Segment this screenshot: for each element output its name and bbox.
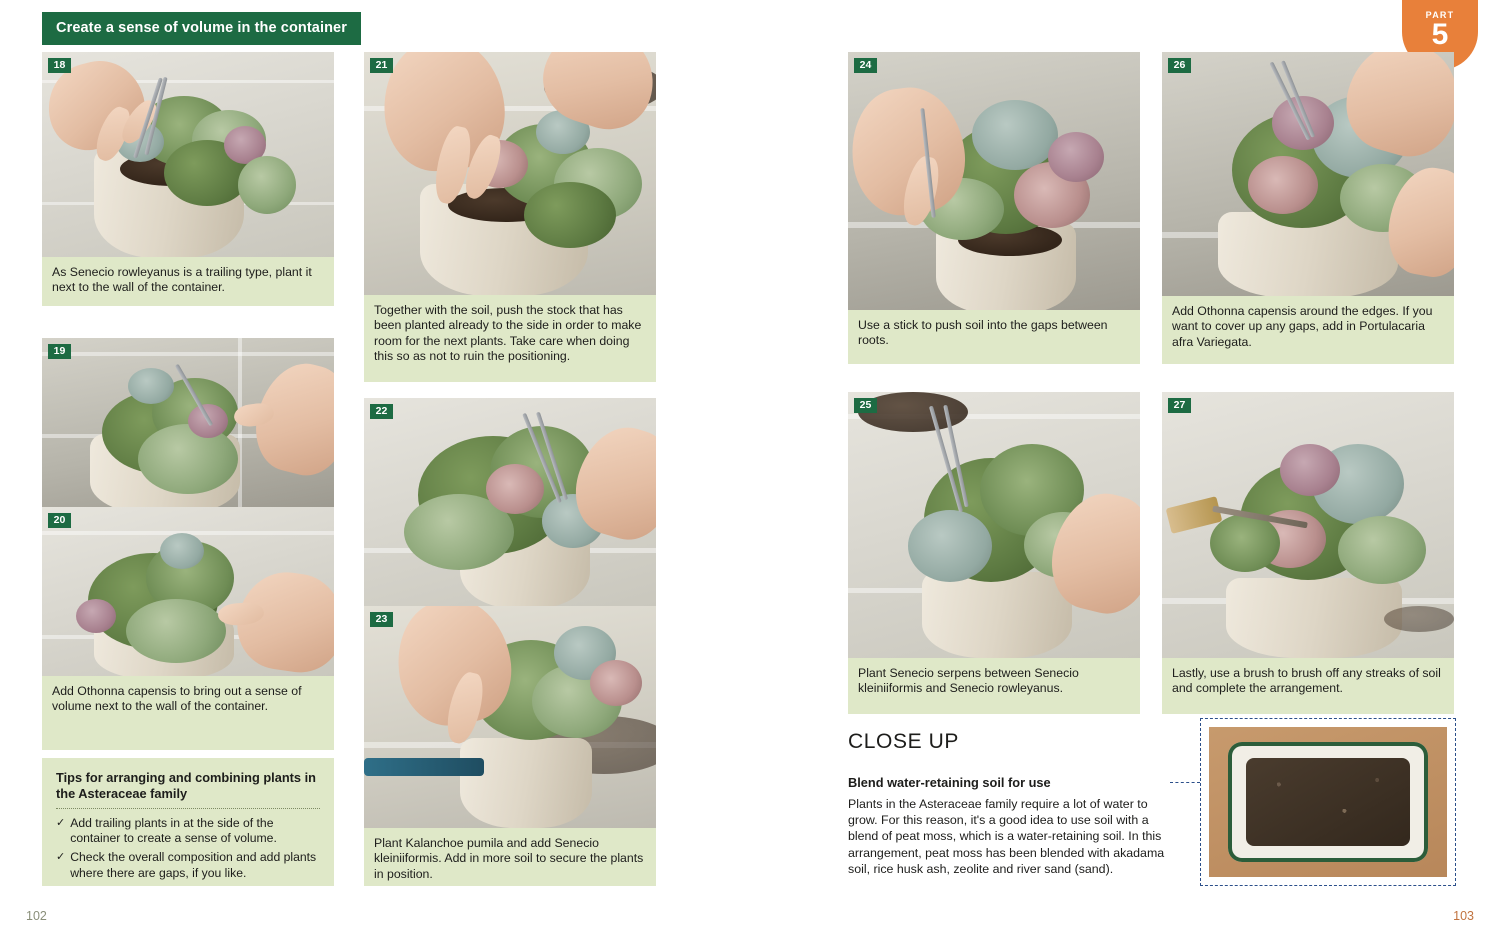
check-icon: ✓ bbox=[56, 851, 66, 864]
check-icon: ✓ bbox=[56, 817, 66, 829]
photo-scene bbox=[364, 606, 656, 828]
step-number-badge: 19 bbox=[48, 344, 71, 359]
step-card-22-23 bbox=[364, 398, 656, 886]
closeup-title: CLOSE UP bbox=[848, 730, 959, 753]
step-card-18 bbox=[42, 52, 334, 306]
photo-scene bbox=[848, 392, 1140, 658]
closeup-image-frame bbox=[1200, 718, 1456, 886]
tips-item bbox=[56, 816, 320, 846]
soil-tray bbox=[1228, 742, 1428, 862]
step-number-badge: 20 bbox=[48, 513, 71, 528]
step-number-badge: 23 bbox=[370, 612, 393, 627]
step-photo-21 bbox=[364, 52, 656, 295]
step-card-21 bbox=[364, 52, 656, 382]
tips-box bbox=[42, 758, 334, 886]
section-banner: Create a sense of volume in the container bbox=[42, 12, 361, 45]
step-number-badge: 25 bbox=[854, 398, 877, 413]
step-photo-23 bbox=[364, 606, 656, 828]
closeup-subtitle: Blend water-retaining soil for use bbox=[848, 775, 1051, 790]
step-number-badge: 18 bbox=[48, 58, 71, 73]
step-photo-27 bbox=[1162, 392, 1454, 658]
step-photo-24 bbox=[848, 52, 1140, 310]
photo-scene bbox=[42, 338, 334, 507]
step-card-24 bbox=[848, 52, 1140, 364]
closeup-photo bbox=[1209, 727, 1447, 877]
step-number-badge: 24 bbox=[854, 58, 877, 73]
step-caption-18: As Senecio rowleyanus is a trailing type, plant it next to the wall of the container. bbox=[52, 265, 312, 295]
step-caption-19-20: Add Othonna capensis to bring out a sense of volume next to the wall of the container. bbox=[52, 684, 302, 714]
photo-scene bbox=[42, 52, 334, 257]
step-photo-25 bbox=[848, 392, 1140, 658]
tips-divider bbox=[56, 808, 320, 809]
tips-item-text: Check the overall composition and add plants where there are gaps, if you like. bbox=[70, 850, 317, 880]
step-photo-22 bbox=[364, 398, 656, 606]
page-number-right: 103 bbox=[1453, 909, 1474, 923]
tips-item bbox=[56, 850, 320, 880]
step-caption-25: Plant Senecio serpens between Senecio kleiniiformis and Senecio rowleyanus. bbox=[858, 666, 1079, 696]
photo-scene bbox=[848, 52, 1140, 310]
right-page bbox=[750, 0, 1500, 939]
step-photo-26 bbox=[1162, 52, 1454, 296]
part-badge-label: PART bbox=[1425, 10, 1455, 20]
photo-scene bbox=[1162, 392, 1454, 658]
tips-item-text: Add trailing plants in at the side of the container to create a sense of volume. bbox=[70, 816, 277, 846]
photo-scene bbox=[1162, 52, 1454, 296]
blended-soil bbox=[1246, 758, 1410, 847]
photo-scene bbox=[364, 52, 656, 295]
page-number-left: 102 bbox=[26, 909, 47, 923]
step-photo-19 bbox=[42, 338, 334, 507]
step-caption-27: Lastly, use a brush to brush off any streaks of soil and complete the arrangement. bbox=[1172, 666, 1441, 696]
step-number-badge: 27 bbox=[1168, 398, 1191, 413]
step-card-27 bbox=[1162, 392, 1454, 714]
step-caption-24: Use a stick to push soil into the gaps between roots. bbox=[858, 318, 1108, 348]
photo-scene bbox=[42, 507, 334, 676]
step-number-badge: 26 bbox=[1168, 58, 1191, 73]
step-card-25 bbox=[848, 392, 1140, 714]
part-badge-number: 5 bbox=[1431, 18, 1449, 51]
closeup-body: Plants in the Asteraceae family require a lot of water to grow. For this reason, it's a good idea to use soil with a blend of peat moss, which is a water-retaining soil. In this arrangement, peat moss has been blended with akadama soil, rice husk ash, zeolite and river sand (sand). bbox=[848, 797, 1165, 876]
step-photo-20 bbox=[42, 507, 334, 676]
step-card-26 bbox=[1162, 52, 1454, 364]
photo-scene bbox=[364, 398, 656, 606]
closeup-connector bbox=[1170, 782, 1200, 783]
step-caption-26: Add Othonna capensis around the edges. If you want to cover up any gaps, add in Portulacaria afra Variegata. bbox=[1172, 304, 1433, 349]
step-photo-18 bbox=[42, 52, 334, 257]
tips-title: Tips for arranging and combining plants in the Asteraceae family bbox=[56, 770, 316, 801]
step-caption-22-23: Plant Kalanchoe pumila and add Senecio kleiniiformis. Add in more soil to secure the plants in position. bbox=[374, 836, 644, 881]
step-card-19-20 bbox=[42, 338, 334, 750]
step-number-badge: 22 bbox=[370, 404, 393, 419]
step-caption-21: Together with the soil, push the stock that has been planted already to the side in order to make room for the next plants. Take care when doing this so as not to ruin the positioning. bbox=[374, 303, 642, 364]
step-number-badge: 21 bbox=[370, 58, 393, 73]
